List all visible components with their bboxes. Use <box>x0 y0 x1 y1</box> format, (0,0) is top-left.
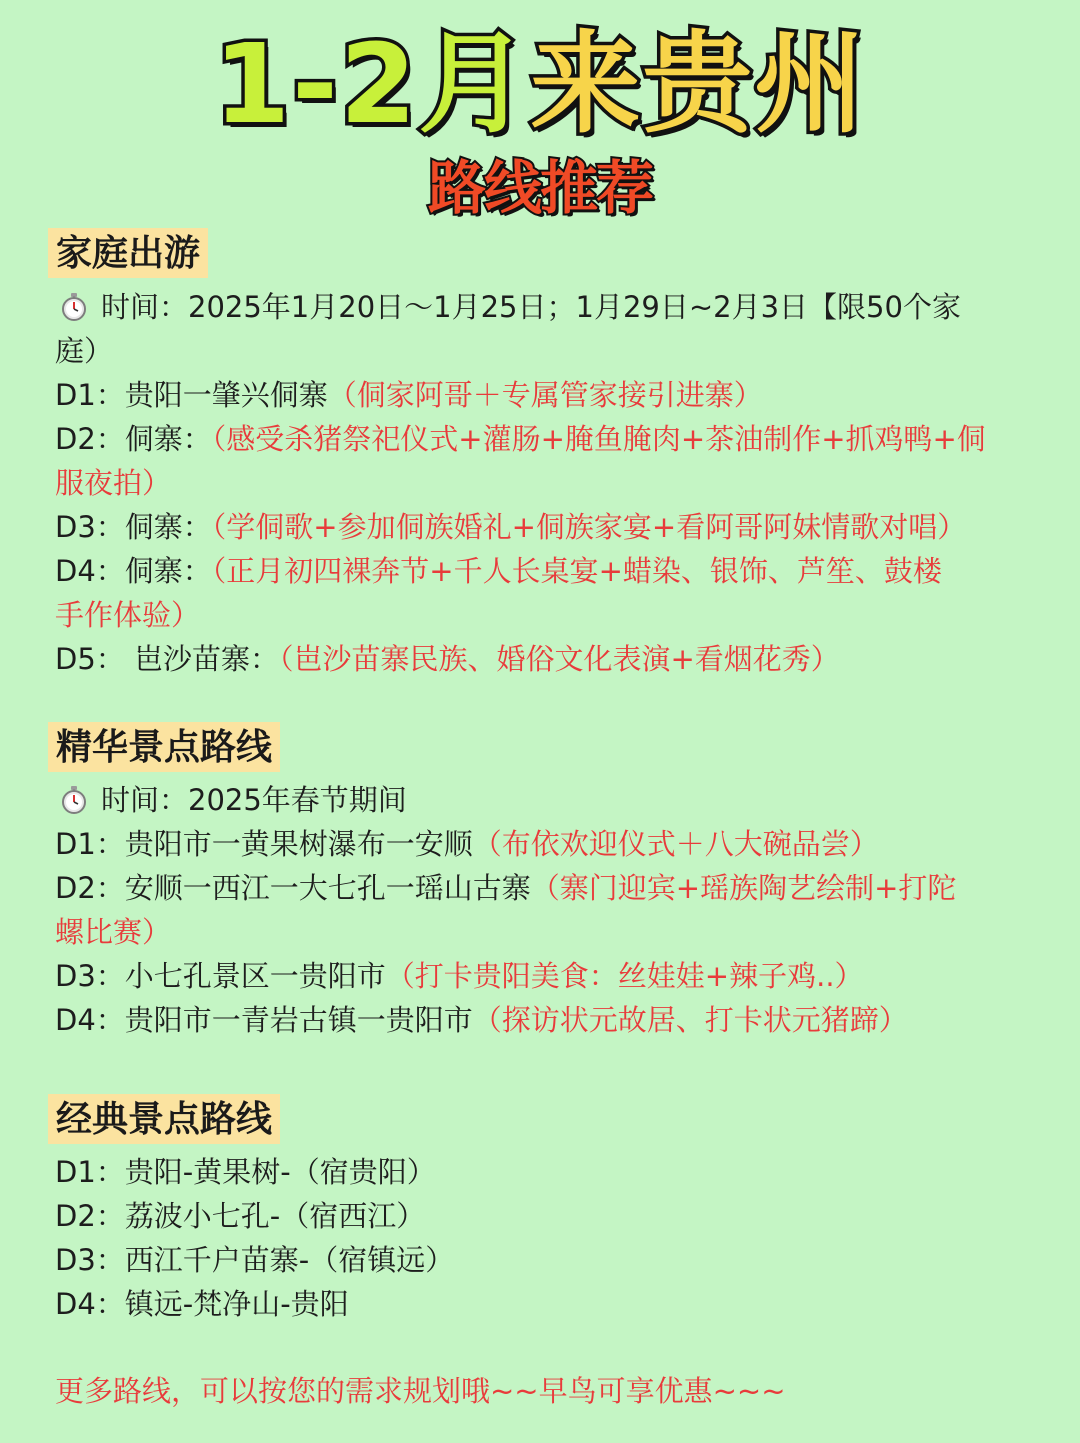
day-label: D2：侗寨： <box>55 422 212 456</box>
day-note: （探访状元故居、打卡状元猪蹄） <box>472 1003 908 1037</box>
family-day-1 <box>55 373 1030 417</box>
essence-day-2 <box>55 866 1030 910</box>
title-part-1: 1-2月 <box>213 20 531 148</box>
day-label: D4：侗寨： <box>55 554 212 588</box>
day-note: （布依欢迎仪式＋八大碗品尝） <box>472 827 879 861</box>
essence-day-1 <box>55 822 1030 866</box>
day-label: D1：贵阳市一黄果树瀑布一安顺 <box>55 827 473 861</box>
essence-time-text: 时间：2025年春节期间 <box>101 783 407 817</box>
family-day-4 <box>55 549 1030 593</box>
day-label: D5： 岜沙苗寨： <box>55 642 279 676</box>
day-note: （感受杀猪祭祀仪式+灌肠+腌鱼腌肉+茶油制作+抓鸡鸭+侗 <box>211 422 986 456</box>
essence-day-4 <box>55 998 1030 1042</box>
stopwatch-icon <box>59 292 89 322</box>
day-label: D3：侗寨： <box>55 510 212 544</box>
main-title <box>0 22 1080 147</box>
essence-time-line <box>55 778 1030 822</box>
day-label: D2：安顺一西江一大七孔一瑶山古寨 <box>55 871 531 905</box>
classic-day-4: D4：镇远-梵净山-贵阳 <box>55 1287 349 1321</box>
day-note: （寨门迎宾+瑶族陶艺绘制+打陀 <box>530 871 957 905</box>
day-note: （正月初四裸奔节+千人长桌宴+蜡染、银饰、芦笙、鼓楼 <box>211 554 942 588</box>
family-time-text: 时间：2025年1月20日～1月25日；1月29日~2月3日【限50个家 <box>101 290 961 324</box>
subtitle <box>0 153 1080 223</box>
family-day-4-continuation: 手作体验） <box>55 598 201 632</box>
section-header-classic: 经典景点路线 <box>48 1094 280 1144</box>
day-note: （打卡贵阳美食：丝娃娃+辣子鸡..） <box>385 959 864 993</box>
classic-day-3: D3：西江千户苗寨-（宿镇远） <box>55 1243 455 1277</box>
day-label: D3：小七孔景区一贵阳市 <box>55 959 386 993</box>
day-label: D4：贵阳市一青岩古镇一贵阳市 <box>55 1003 473 1037</box>
section-header-essence: 精华景点路线 <box>48 722 280 772</box>
family-day-2-continuation: 服夜拍） <box>55 466 172 500</box>
day-note: （岜沙苗寨民族、婚俗文化表演+看烟花秀） <box>279 642 840 676</box>
day-note: （学侗歌+参加侗族婚礼+侗族家宴+看阿哥阿妹情歌对唱） <box>211 510 967 544</box>
day-note: （侗家阿哥＋专属管家接引进寨） <box>327 378 763 412</box>
classic-day-2: D2：荔波小七孔-（宿西江） <box>55 1199 426 1233</box>
essence-day-2-continuation: 螺比赛） <box>55 915 172 949</box>
subtitle-text: 路线推荐 <box>427 154 652 222</box>
family-time-line <box>55 285 1030 329</box>
footer-note: 更多路线，可以按您的需求规划哦~~早鸟可享优惠~~~ <box>55 1374 786 1408</box>
family-day-2 <box>55 417 1030 461</box>
section-header-family: 家庭出游 <box>48 228 208 278</box>
classic-day-1: D1：贵阳-黄果树-（宿贵阳） <box>55 1155 436 1189</box>
stopwatch-icon <box>59 785 89 815</box>
essence-day-3 <box>55 954 1030 998</box>
family-day-3 <box>55 505 1030 549</box>
title-part-2: 来贵州 <box>530 20 867 148</box>
family-time-continuation: 庭） <box>55 334 114 368</box>
family-day-5 <box>55 637 1030 681</box>
day-label: D1：贵阳一肇兴侗寨 <box>55 378 328 412</box>
